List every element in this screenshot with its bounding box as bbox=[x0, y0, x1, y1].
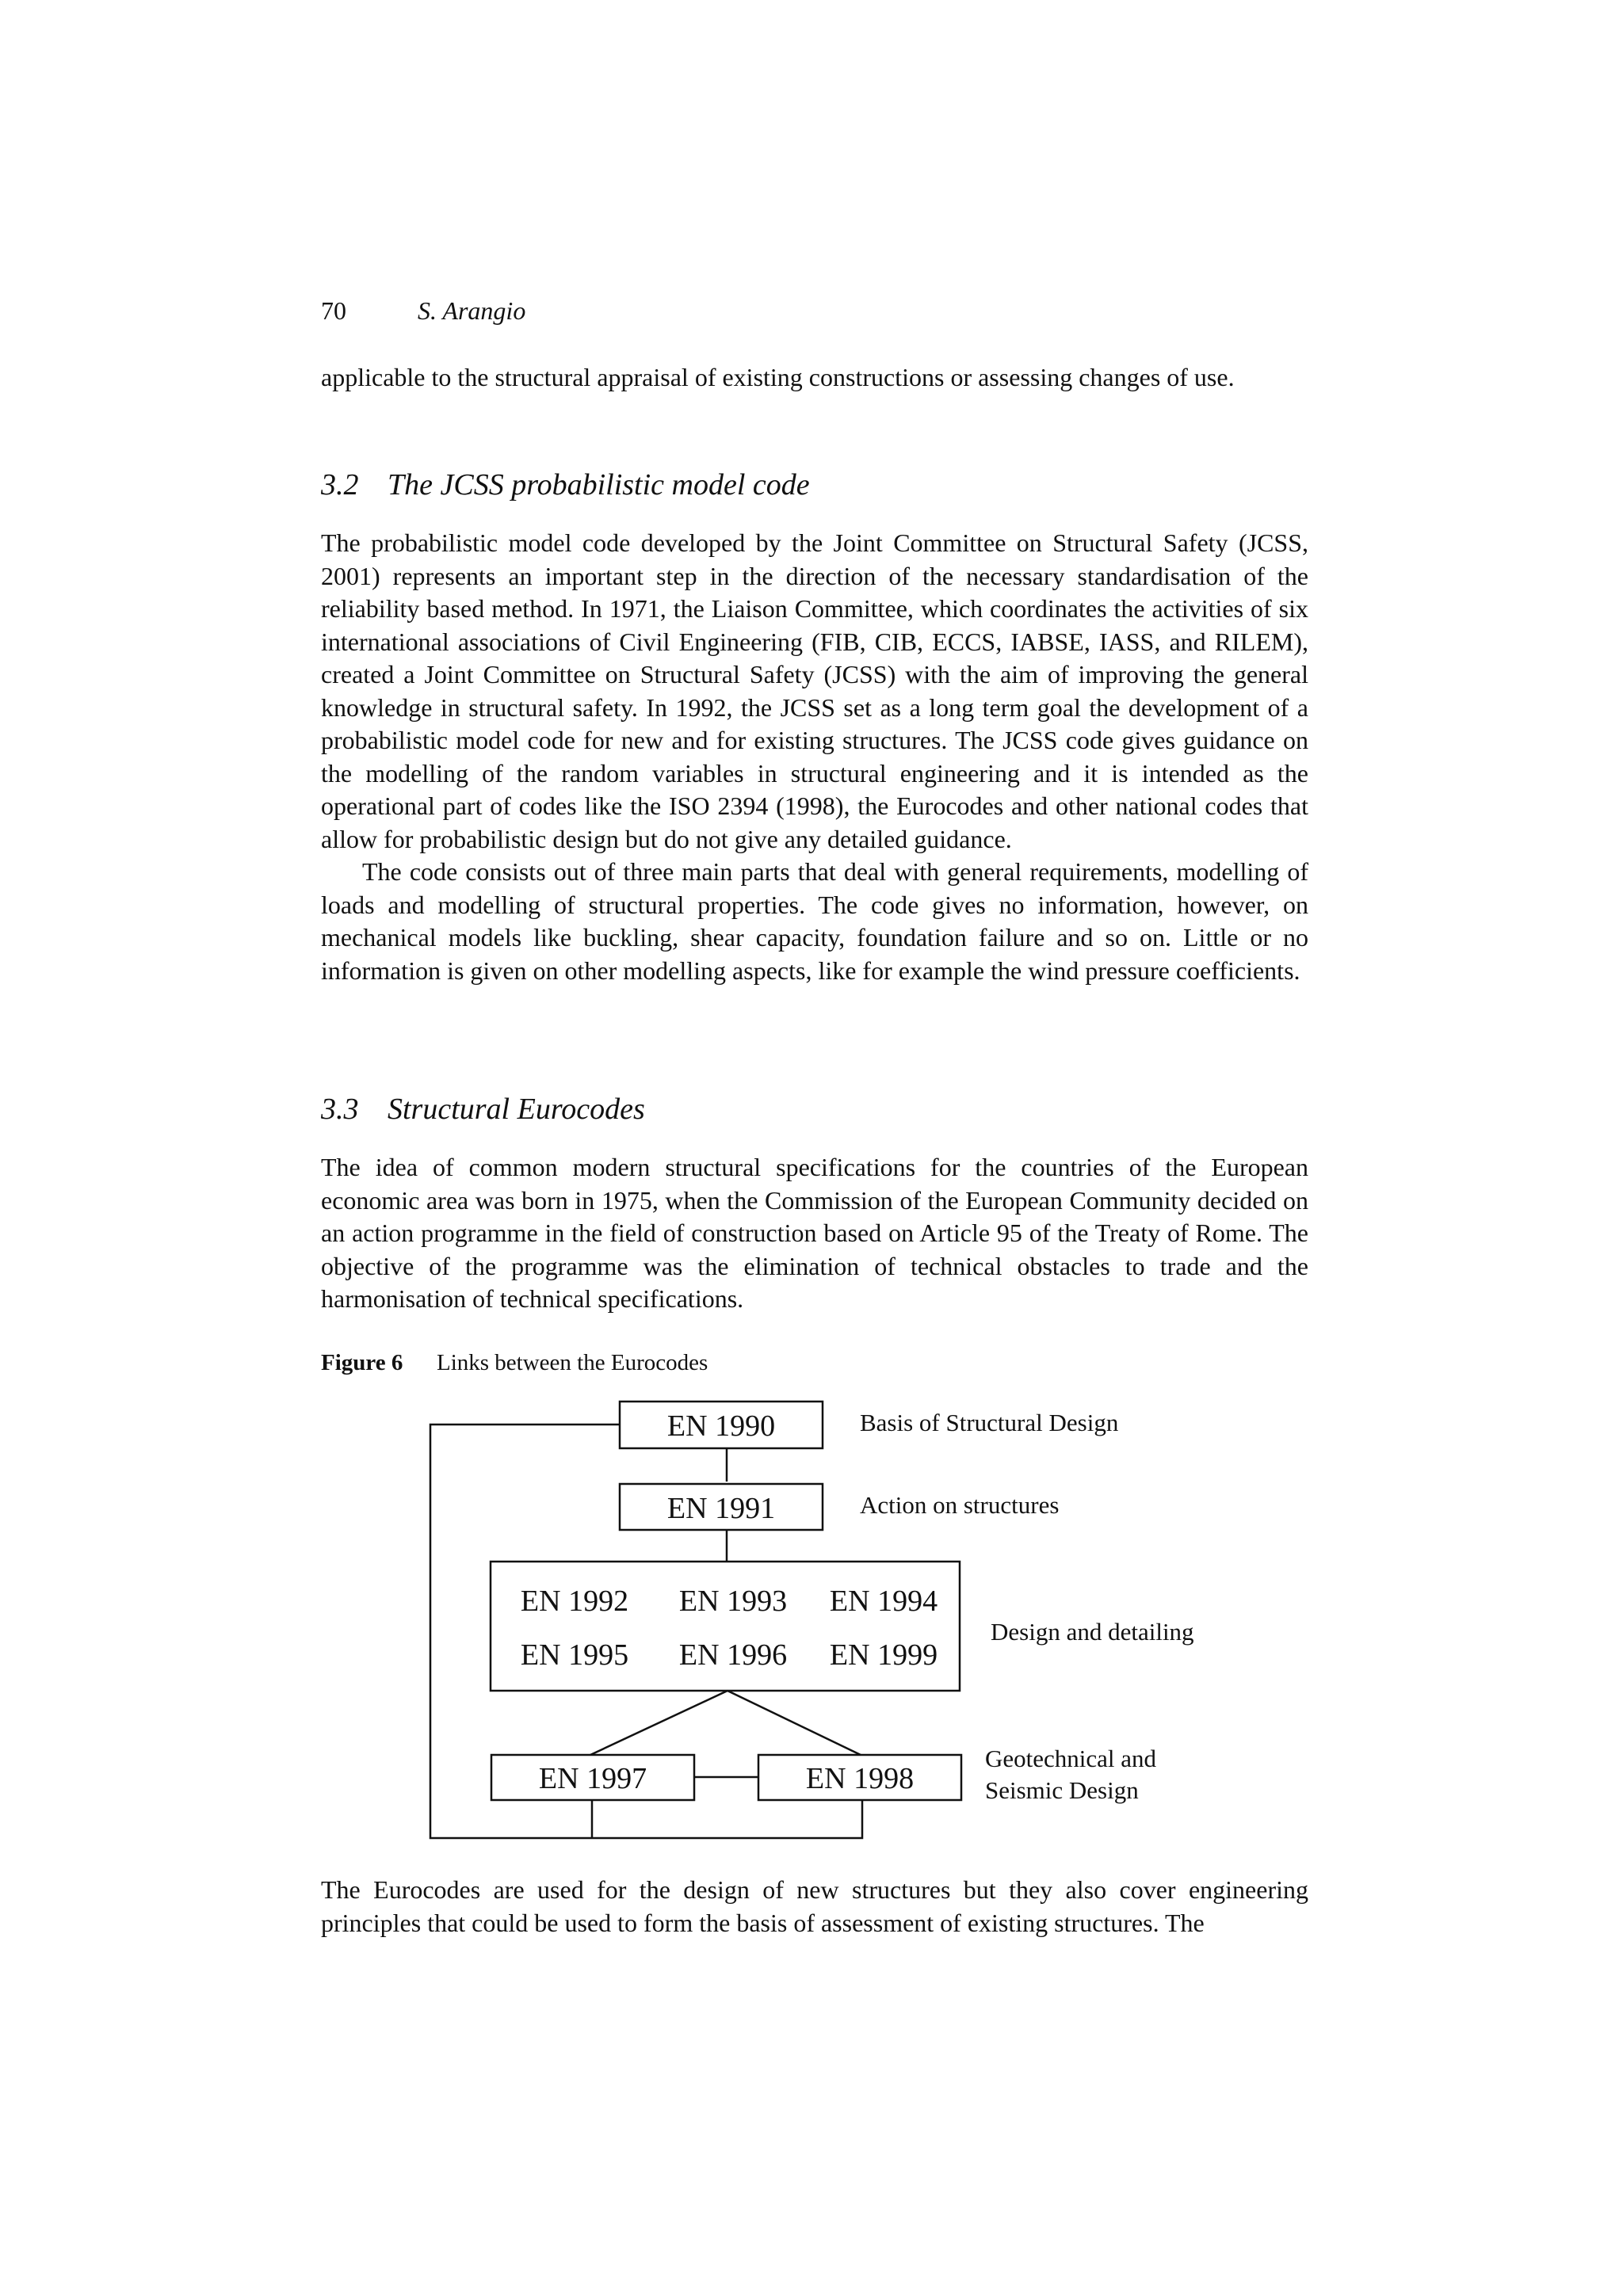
node-en1997: EN 1997 bbox=[538, 1762, 647, 1795]
label-basis: Basis of Structural Design bbox=[860, 1409, 1119, 1436]
node-en1993: EN 1993 bbox=[678, 1585, 788, 1618]
node-en1996: EN 1996 bbox=[678, 1638, 788, 1672]
closing-paragraph: The Eurocodes are used for the design of new structures but they also cover engineering principles that could be used to form the basis of assessment of existing structures. The bbox=[321, 1875, 1308, 1937]
node-en1998: EN 1998 bbox=[805, 1762, 915, 1795]
node-en1999: EN 1999 bbox=[829, 1638, 938, 1672]
closing-paragraph-block bbox=[321, 1874, 1308, 1939]
running-head-author: S. Arangio bbox=[418, 296, 526, 325]
section-title: Structural Eurocodes bbox=[388, 1093, 645, 1126]
connector-group-1998 bbox=[727, 1691, 861, 1755]
figure-caption-text: Links between the Eurocodes bbox=[437, 1350, 708, 1375]
node-en1991: EN 1991 bbox=[666, 1492, 776, 1525]
label-geo-line1: Geotechnical and bbox=[985, 1745, 1157, 1772]
label-action: Action on structures bbox=[860, 1491, 1060, 1519]
paragraph: The probabilistic model code developed by the Joint Committee on Structural Safety (JCSS, 2001) represents an important step in the direction of the necessary standardisation of the reliability based method. In 1971, the Liaison Committee, which coordinates the activities of six international associations of Civil Engineering (FIB, CIB, ECCS, IABSE, IASS, and RILEM), created a Joint Committee on Structural Safety (JCSS) with the aim of improving the general knowledge in structural safety. In 1992, the JCSS set as a long term goal the development of a probabilistic model code for new and for existing structures. The JCSS code gives guidance on the modelling of the random variables in structural engineering and it is intended as the operational part of codes like the ISO 2394 (1998), the Eurocodes and other national codes that allow for probabilistic design but do not give any detailed guidance. bbox=[321, 528, 1308, 853]
connector-group-1997 bbox=[590, 1691, 727, 1755]
node-en1990: EN 1990 bbox=[666, 1409, 776, 1443]
figure-label: Figure 6 bbox=[321, 1350, 403, 1375]
node-en1994: EN 1994 bbox=[829, 1585, 938, 1618]
intro-paragraph: applicable to the structural appraisal of existing constructions or assessing changes of use. bbox=[321, 363, 1235, 391]
page-number: 70 bbox=[321, 296, 346, 325]
label-design: Design and detailing bbox=[991, 1618, 1194, 1646]
node-en1992: EN 1992 bbox=[520, 1585, 629, 1618]
paragraph: The code consists out of three main parts that deal with general requirements, modelling of loads and modelling of structural properties. The code gives no information, however, on mechanical models like buckling, shear capacity, foundation failure and so on. Little or no information is given on other modelling aspects, like for example the wind pressure coefficients. bbox=[321, 857, 1308, 985]
section-number: 3.2 bbox=[321, 468, 359, 502]
node-en1995: EN 1995 bbox=[520, 1638, 629, 1672]
section-number: 3.3 bbox=[321, 1093, 359, 1126]
section-title: The JCSS probabilistic model code bbox=[388, 468, 810, 502]
paragraph: The idea of common modern structural specifications for the countries of the European economic area was born in 1975, when the Commission of the European Community decided on an action programme in the field of construction based on Article 95 of the Treaty of Rome. The objective of the programme was the elimination of technical obstacles to trade and the harmonisation of technical specifications. bbox=[321, 1153, 1308, 1313]
label-geo-line2: Seismic Design bbox=[985, 1776, 1139, 1804]
